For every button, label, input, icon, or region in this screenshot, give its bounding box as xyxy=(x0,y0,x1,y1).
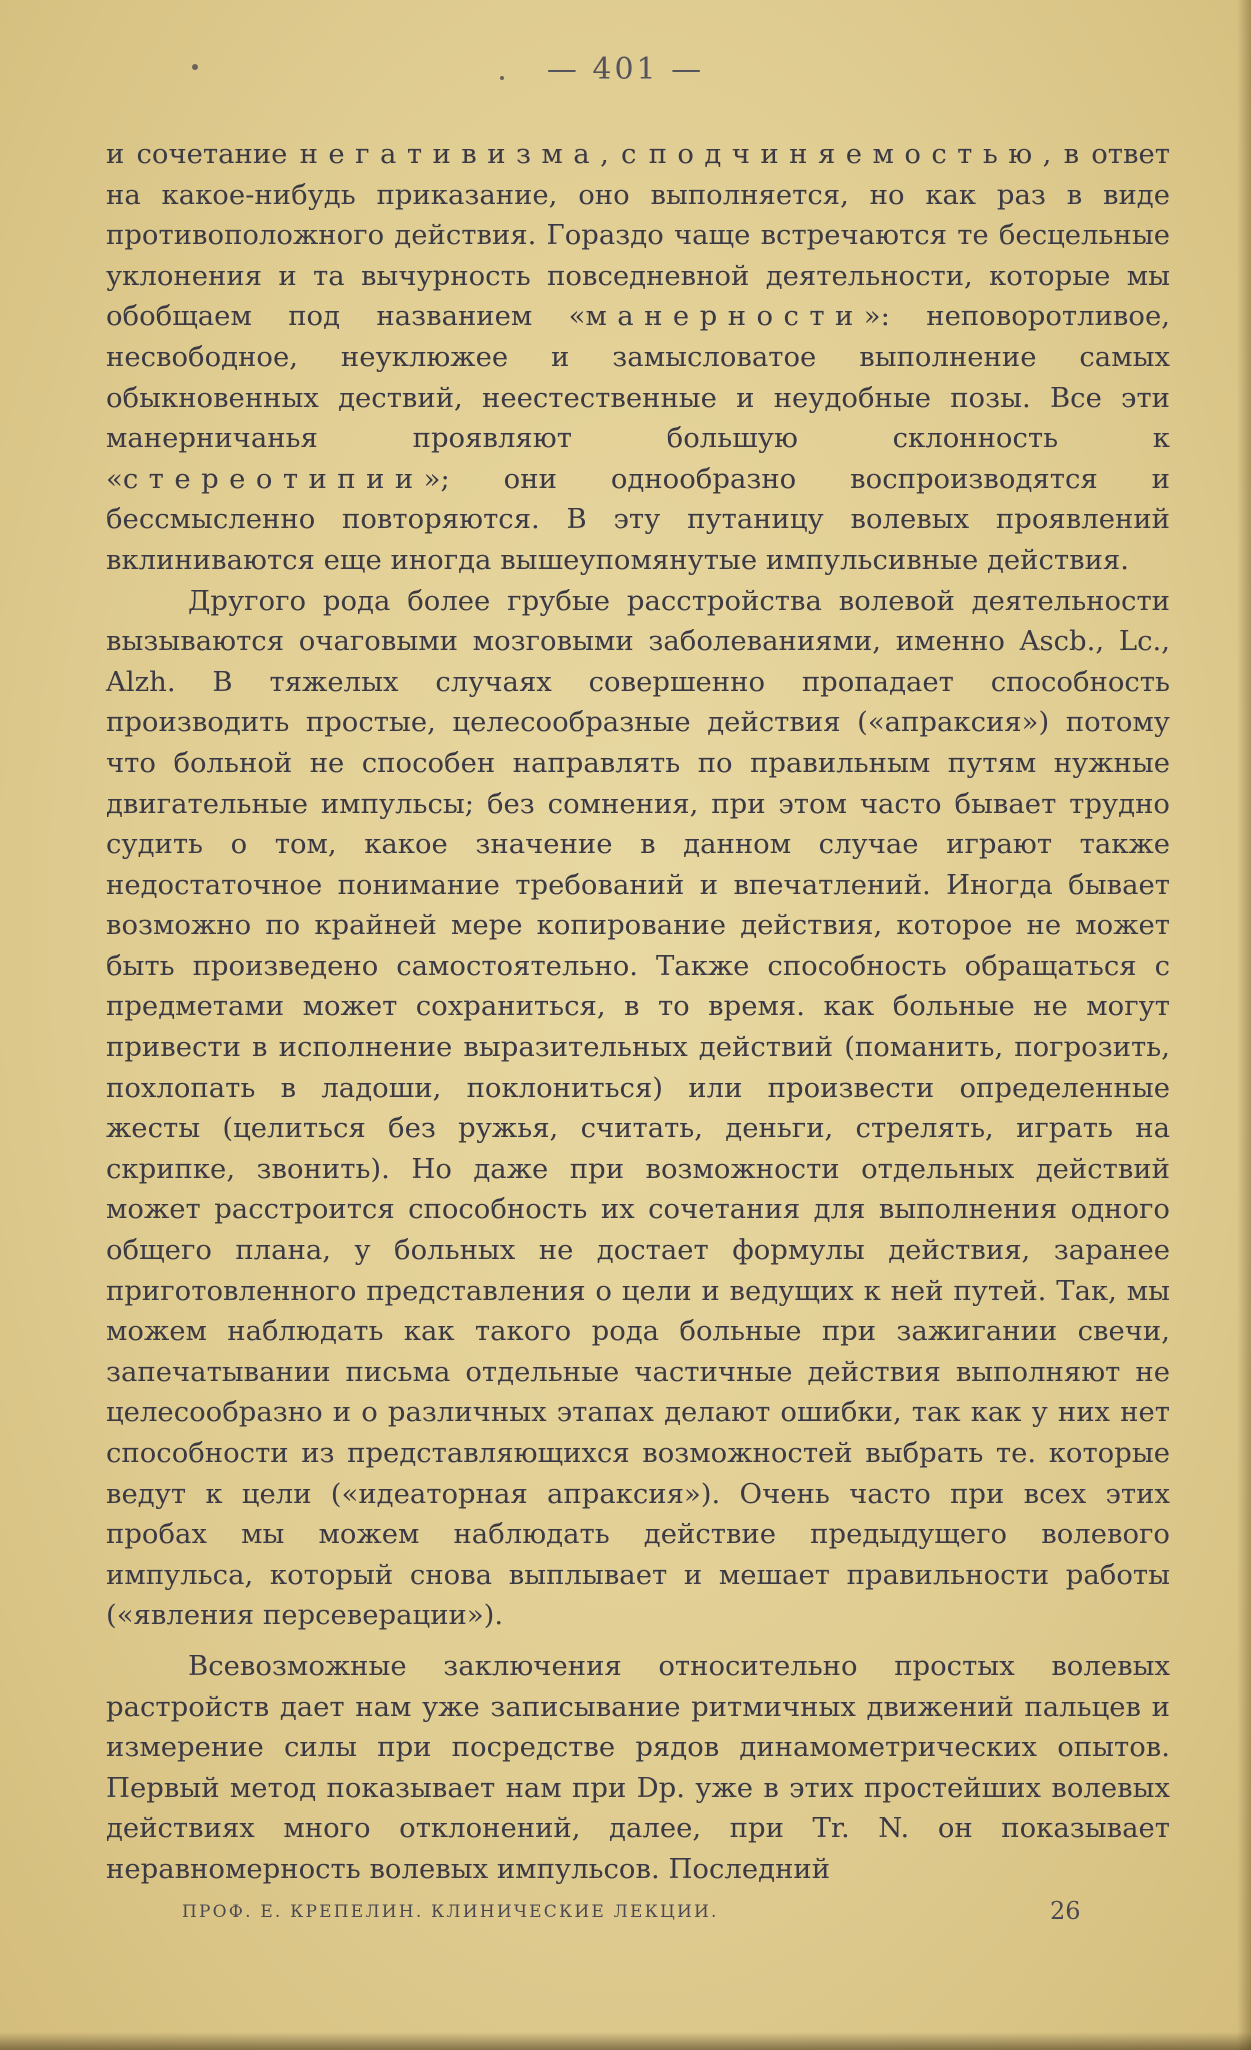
spaced-term-stereotypy: стереотипии xyxy=(122,462,424,495)
running-footer: ПРОФ. Е. КРЕПЕЛИН. КЛИНИЧЕСКИЕ ЛЕКЦИИ. xyxy=(182,1902,719,1922)
body-text xyxy=(106,134,1170,1890)
paragraph-2: Другого рода более грубые расстройства волевой деятельности вызываются очаговыми мозговыми заболеваниями, именно Ascb., Lc., Alzh. В тяжелых случаях совершенно пропадает способность производить простые, целесообразные действия («апраксия») потому что больной не способен направлять по правильным путям нужные двигательные импульсы; без сомнения, при этом часто бывает трудно судить о том, какое значение в данном случае играют также недостаточное понимание требований и впечатлений. Иногда бывает возможно по крайней мере копирование действия, которое не может быть произведено самостоятельно. Также способность обращаться с предметами может сохраниться, в то время. как больные не могут привести в исполнение выразительных действий (поманить, погрозить, похлопать в ладоши, поклониться) или произвести определенные жесты (целиться без ружья, считать, деньги, стрелять, играть на скрипке, звонить). Но даже при возможности отдельных действий может расстроится способность их сочетания для выполнения одного общего плана, у больных не достает формулы действия, заранее приготовленного представления о цели и ведущих к ней путей. Так, мы можем наблюдать как такого рода больные при зажигании свечи, запечатывании письма отдельные частичные действия выполняют не целесообразно и о различных этапах делают ошибки, так как у них нет способности из представляющихся возможностей выбрать те. которые ведут к цели («идеаторная апраксия»). Очень часто при всех этих пробах мы можем наблюдать действие предыдущего волевого импульса, который снова выплывает и мешает правильности работы («явления персеверации»). xyxy=(106,584,1170,1632)
signature-mark: 26 xyxy=(1050,1897,1081,1925)
spaced-term-negativism: негативизма xyxy=(299,138,601,170)
spaced-term-submissiveness: подчиняемостью xyxy=(648,138,1043,170)
paragraph-1: и сочетание негативизма, с подчиняемостью, в ответ на какое-нибудь приказание, оно выполняется, но как раз в виде противоположного действия. Гораздо чаще встречаются те бесцельные уклонения и та вычурность повседневной деятельности, которые мы обобщаем под названием «манерности»: неповоротливое, несвободное, неуклюжее и замысловатое выполнение самых обыкновенных дествий, неестественные и неудобные позы. Все эти манерничанья проявляют большую склонность к «стереотипии»; они однообразно воспроизводятся и бессмысленно повторяются. В эту путаницу волевых проявлений вклиниваются еще иногда вышеупомянутые импульсивные действия. xyxy=(106,138,1170,576)
paragraph-3: Всевозможные заключения относительно простых волевых растройств дает нам уже записывание ритмичных движений пальцев и измерение силы при посредстве рядов динамометрических опытов. Первый метод показывает нам при Dp. уже в этих простейших волевых действиях много отклонений, далее, при Tr. N. он показывает неравномерность волевых импульсов. Последний xyxy=(106,1649,1170,1885)
page-number-header: — 401 — xyxy=(546,52,705,87)
page-edge-shadow xyxy=(1237,0,1251,2050)
spaced-term-mannerism: манерности xyxy=(585,300,864,333)
